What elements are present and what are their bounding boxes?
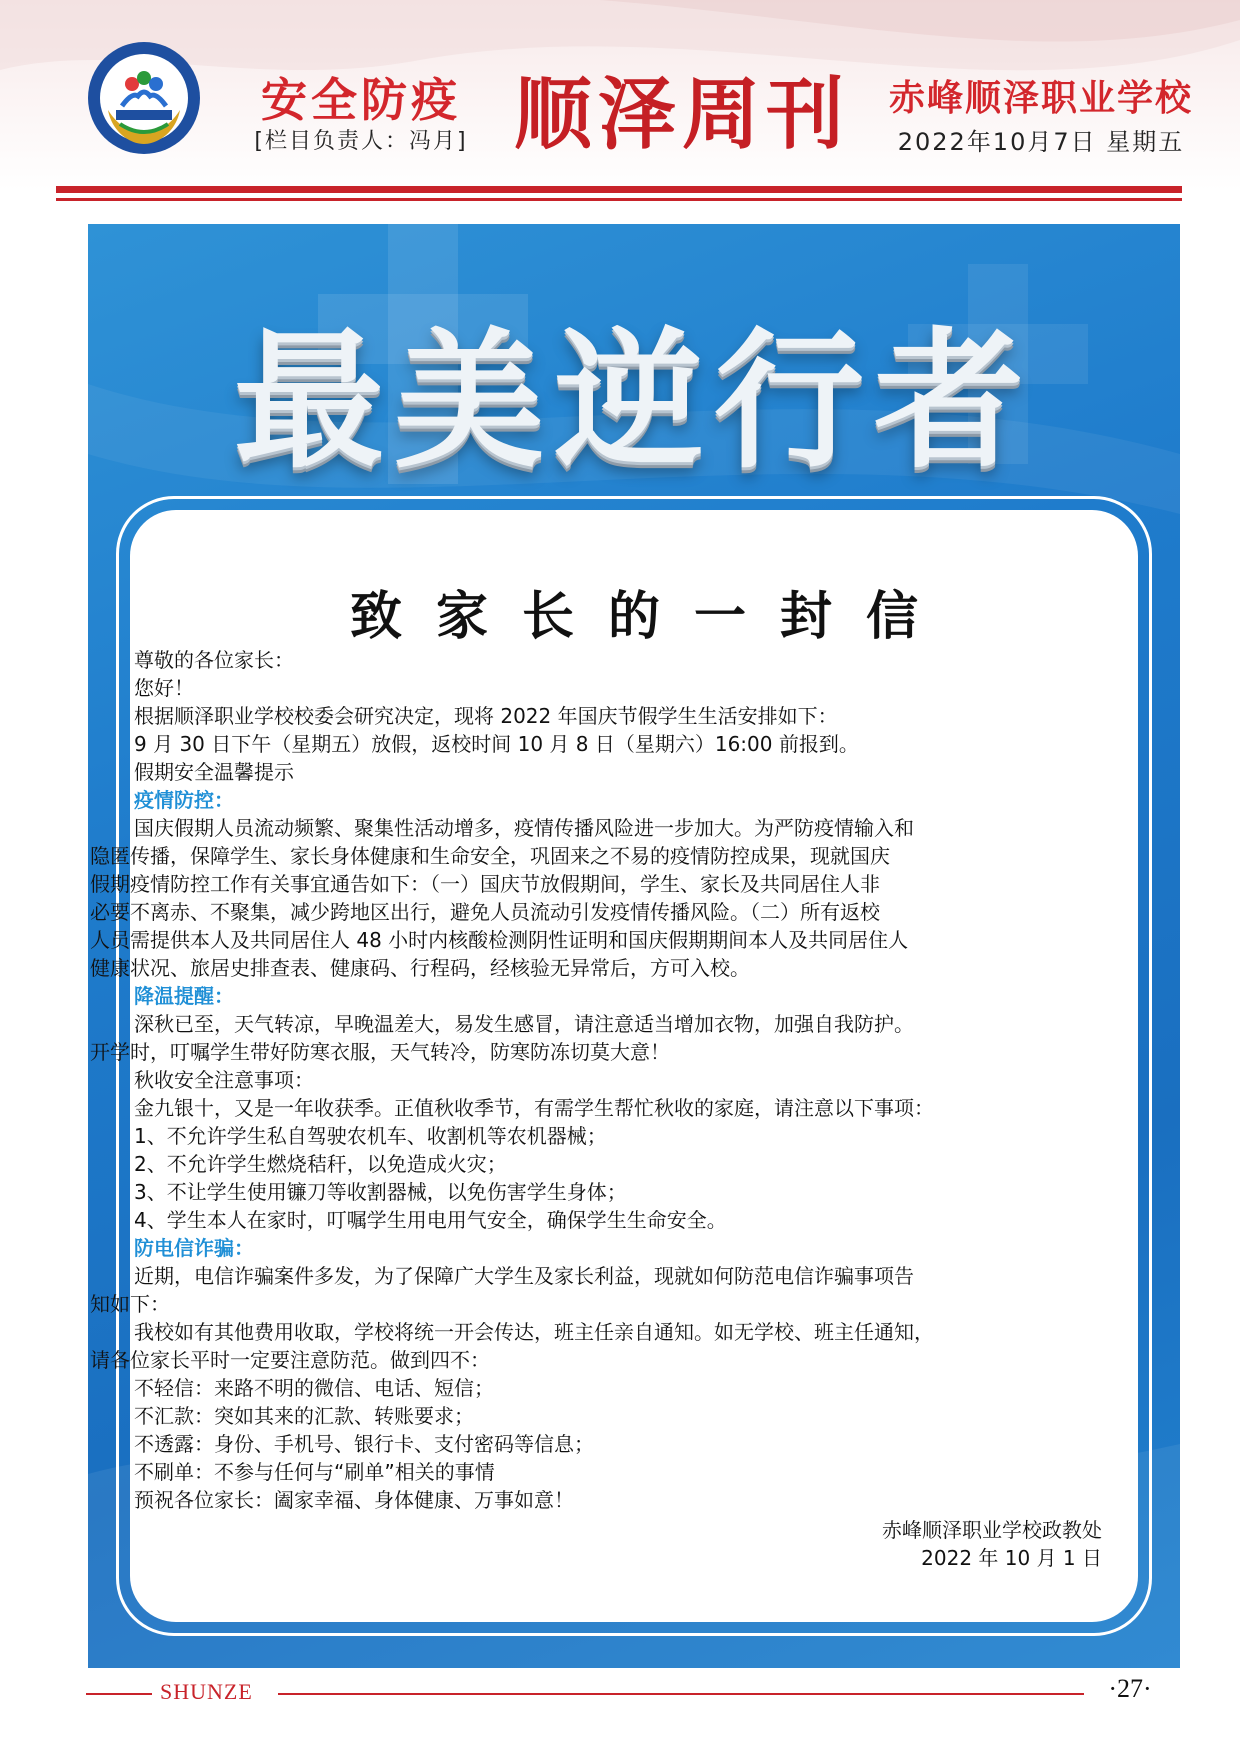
section-heading-cooling: 降温提醒： xyxy=(134,984,234,1008)
letter-title: 致家长的一封信 xyxy=(349,586,952,647)
page-header xyxy=(0,0,1240,190)
list-item: 不透露：身份、手机号、银行卡、支付密码等信息； xyxy=(134,1432,594,1456)
tips-heading: 假期安全温馨提示 xyxy=(134,760,294,784)
greeting: 您好！ xyxy=(134,676,194,700)
list-item: 1、不允许学生私自驾驶农机车、收割机等农机器械； xyxy=(134,1124,607,1148)
paragraph-line: 深秋已至，天气转凉，早晚温差大，易发生感冒，请注意适当增加衣物，加强自我防护。 xyxy=(134,1012,914,1036)
paragraph-line: 国庆假期人员流动频繁、聚集性活动增多，疫情传播风险进一步加大。为严防疫情输入和 xyxy=(134,816,914,840)
footer-rule-right xyxy=(278,1693,1084,1695)
list-item: 3、不让学生使用镰刀等收割器械，以免伤害学生身体； xyxy=(134,1180,627,1204)
list-item: 2、不允许学生燃烧秸秆，以免造成火灾； xyxy=(134,1152,507,1176)
paragraph-line: 必要不离赤、不聚集，减少跨地区出行，避免人员流动引发疫情传播风险。（二）所有返校 xyxy=(90,900,880,924)
list-item: 4、学生本人在家时，叮嘱学生用电用气安全，确保学生生命安全。 xyxy=(134,1208,727,1232)
paragraph-line: 请各位家长平时一定要注意防范。做到四不： xyxy=(90,1348,490,1372)
list-item: 不汇款：突如其来的汇款、转账要求； xyxy=(134,1404,474,1428)
header-rule-thin xyxy=(56,198,1182,201)
section-heading-epidemic: 疫情防控： xyxy=(134,788,234,812)
paragraph-line: 开学时，叮嘱学生带好防寒衣服，天气转冷，防寒防冻切莫大意！ xyxy=(90,1040,670,1064)
section-heading-fraud: 防电信诈骗： xyxy=(134,1236,254,1260)
paragraph-line: 健康状况、旅居史排查表、健康码、行程码，经核验无异常后，方可入校。 xyxy=(90,956,750,980)
closing-wish: 预祝各位家长：阖家幸福、身体健康、万事如意！ xyxy=(134,1488,574,1512)
masthead-title: 顺泽周刊 xyxy=(513,69,850,160)
intro-text: 根据顺泽职业学校校委会研究决定，现将 2022 年国庆节假学生生活安排如下： xyxy=(134,704,838,728)
signature-date: 2022 年 10 月 1 日 xyxy=(921,1546,1102,1570)
list-item: 不轻信：来路不明的微信、电话、短信； xyxy=(134,1376,494,1400)
school-name: 赤峰顺泽职业学校 xyxy=(888,78,1193,119)
column-title: 安全防疫 xyxy=(261,73,461,127)
banner-heading: 最美逆行者 xyxy=(233,315,1034,489)
paragraph-line: 我校如有其他费用收取，学校将统一开会传达，班主任亲自通知。如无学校、班主任通知， xyxy=(134,1320,934,1344)
footer-rule-left xyxy=(86,1693,152,1695)
column-editor: [栏目负责人：冯月] xyxy=(254,129,468,154)
salutation: 尊敬的各位家长： xyxy=(134,648,294,672)
paragraph-line: 隐匿传播，保障学生、家长身体健康和生命安全，巩固来之不易的疫情防控成果，现就国庆 xyxy=(90,844,890,868)
paragraph-line: 假期疫情防控工作有关事宜通告如下：（一）国庆节放假期间，学生、家长及共同居住人非 xyxy=(90,872,880,896)
issue-date: 2022年10月7日 星期五 xyxy=(897,128,1185,156)
paragraph-line: 近期，电信诈骗案件多发，为了保障广大学生及家长利益，现就如何防范电信诈骗事项告 xyxy=(134,1264,914,1288)
section-heading-harvest: 秋收安全注意事项： xyxy=(134,1068,314,1092)
paragraph-line: 金九银十，又是一年收获季。正值秋收季节，有需学生帮忙秋收的家庭，请注意以下事项： xyxy=(134,1096,934,1120)
school-logo-icon xyxy=(86,40,202,156)
header-rule-thick xyxy=(56,186,1182,193)
paragraph-line: 人员需提供本人及共同居住人 48 小时内核酸检测阴性证明和国庆假期期间本人及共同居住人 xyxy=(90,928,909,952)
signature: 赤峰顺泽职业学校政教处 xyxy=(882,1518,1102,1542)
paragraph-line: 知如下： xyxy=(90,1292,170,1316)
schedule-text: 9 月 30 日下午（星期五）放假，返校时间 10 月 8 日（星期六）16:00 前报到。 xyxy=(134,732,859,756)
list-item: 不刷单：不参与任何与“刷单”相关的事情 xyxy=(134,1460,495,1484)
footer-brand: SHUNZE xyxy=(160,1679,253,1704)
page-number: ·27· xyxy=(1108,1674,1152,1703)
